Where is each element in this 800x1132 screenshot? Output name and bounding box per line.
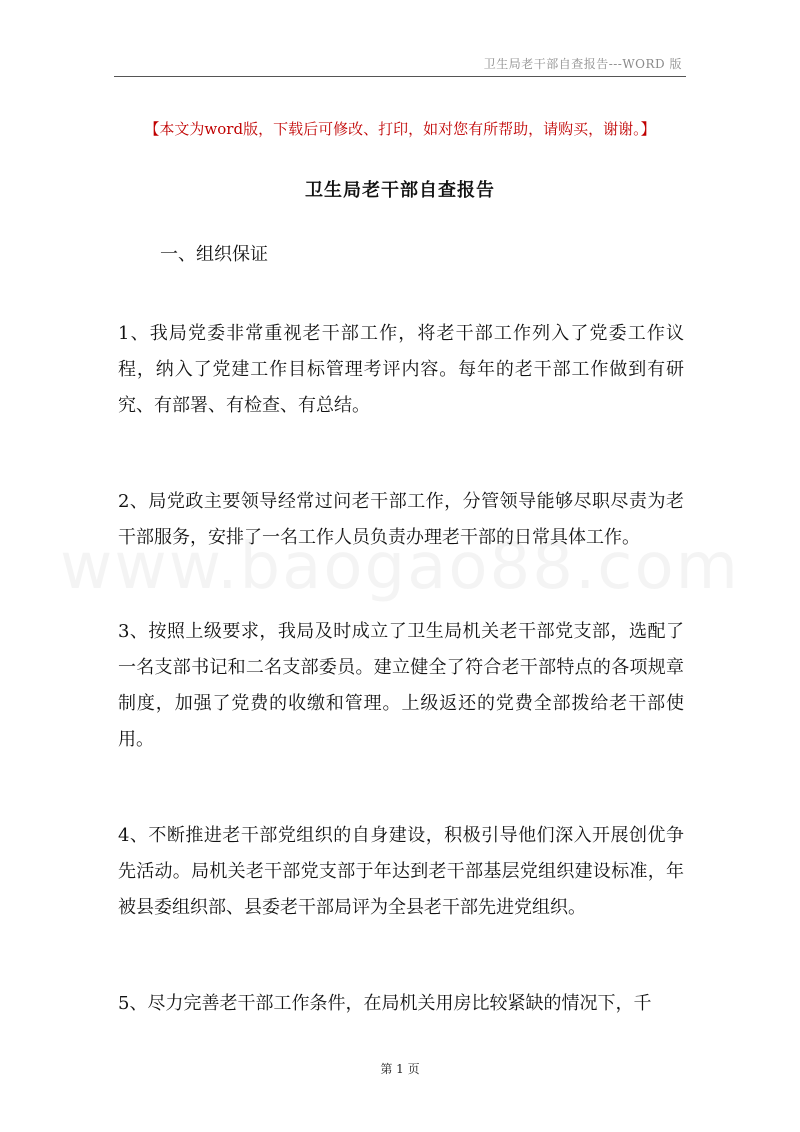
paragraph-1: 1、我局党委非常重视老干部工作，将老干部工作列入了党委工作议程，纳入了党建工作目标管理考评内容。每年的老干部工作做到有研究、有部署、有检查、有总结。 [118,323,684,416]
section-heading: 一、组织保证 [160,244,268,265]
running-header: 卫生局老干部自查报告---WORD 版 [483,57,682,71]
purchase-notice: 【本文为word版，下载后可修改、打印，如对您有所帮助，请购买，谢谢。】 [144,120,656,138]
page-number: 第 1 页 [380,1062,420,1076]
paragraph-3: 3、按照上级要求，我局及时成立了卫生局机关老干部党支部，选配了一名支部书记和二名支部委员。建立健全了符合老干部特点的各项规章制度，加强了党费的收缴和管理。上级返还的党费全部拨给老干部使用。 [118,621,684,750]
paragraph-2: 2、局党政主要领导经常过问老干部工作，分管领导能够尽职尽责为老干部服务，安排了一名工作人员负责办理老干部的日常具体工作。 [118,491,684,548]
paragraph-5: 5、尽力完善老干部工作条件，在局机关用房比较紧缺的情况下，千 [118,993,652,1014]
paragraph-4: 4、不断推进老干部党组织的自身建设，积极引导他们深入开展创优争先活动。局机关老干部党支部于年达到老干部基层党组织建设标准，年被县委组织部、县委老干部局评为全县老干部先进党组织。 [118,825,684,918]
header-divider [114,76,686,77]
document-title: 卫生局老干部自查报告 [305,180,495,201]
